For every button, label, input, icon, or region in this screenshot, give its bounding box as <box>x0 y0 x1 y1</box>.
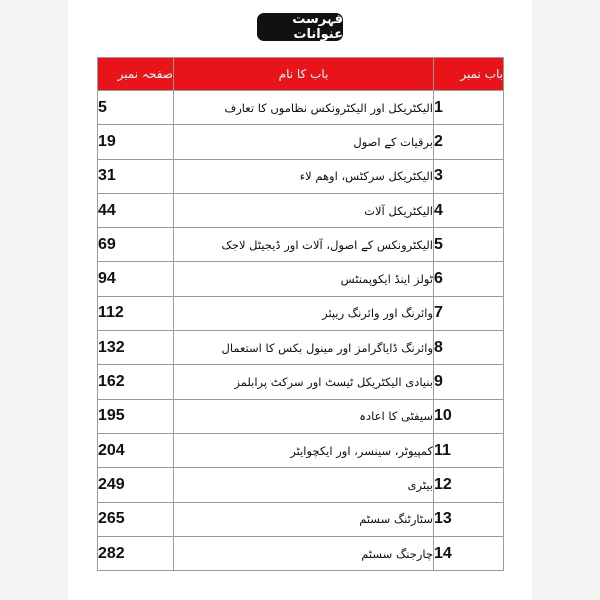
table-row <box>98 296 504 330</box>
chapter-number: 8 <box>434 331 504 365</box>
chapter-name: ٹولز اینڈ ایکوپمنٹس <box>174 262 434 296</box>
chapter-number: 4 <box>434 193 504 227</box>
table-row <box>98 365 504 399</box>
chapter-name: الیکٹریکل اور الیکٹرونکس نظاموں کا تعارف <box>174 91 434 125</box>
chapter-name: سٹارٹنگ سسٹم <box>174 502 434 536</box>
page-number: 112 <box>98 296 174 330</box>
table-row <box>98 399 504 433</box>
page-number: 94 <box>98 262 174 296</box>
chapter-name: سیفٹی کا اعادہ <box>174 399 434 433</box>
page-number: 132 <box>98 331 174 365</box>
table-row <box>98 193 504 227</box>
chapter-number: 12 <box>434 468 504 502</box>
chapter-number: 2 <box>434 125 504 159</box>
table-row <box>98 228 504 262</box>
page-number: 69 <box>98 228 174 262</box>
chapter-number: 9 <box>434 365 504 399</box>
page-number: 44 <box>98 193 174 227</box>
chapter-number: 10 <box>434 399 504 433</box>
chapter-number: 3 <box>434 159 504 193</box>
chapter-number: 13 <box>434 502 504 536</box>
chapter-name: چارجنگ سسٹم <box>174 536 434 570</box>
chapter-number: 14 <box>434 536 504 570</box>
table-row <box>98 502 504 536</box>
toc-title: فہرست عنوانات <box>257 13 343 41</box>
table-row <box>98 536 504 570</box>
chapter-number: 7 <box>434 296 504 330</box>
column-header-chapter: باب نمبر <box>434 58 504 91</box>
chapter-name: بنیادی الیکٹریکل ٹیسٹ اور سرکٹ پرابلمز <box>174 365 434 399</box>
header-row <box>98 58 504 91</box>
page-number: 31 <box>98 159 174 193</box>
column-header-page: صفحہ نمبر <box>98 58 174 91</box>
chapter-name: کمپیوٹر، سینسر، اور ایکچوایٹر <box>174 433 434 467</box>
chapter-number: 1 <box>434 91 504 125</box>
page-number: 265 <box>98 502 174 536</box>
chapter-number: 5 <box>434 228 504 262</box>
chapter-number: 11 <box>434 433 504 467</box>
chapter-name: بیٹری <box>174 468 434 502</box>
table-row <box>98 331 504 365</box>
table-row <box>98 125 504 159</box>
page-number: 282 <box>98 536 174 570</box>
table-row <box>98 262 504 296</box>
toc-body <box>98 91 504 571</box>
column-header-name: باب کا نام <box>174 58 434 91</box>
table-row <box>98 159 504 193</box>
page-number: 249 <box>98 468 174 502</box>
table-row <box>98 468 504 502</box>
page-number: 204 <box>98 433 174 467</box>
chapter-name: الیکٹرونکس کے اصول، آلات اور ڈیجیٹل لاجک <box>174 228 434 262</box>
chapter-name: الیکٹریکل آلات <box>174 193 434 227</box>
table-row <box>98 91 504 125</box>
table-row <box>98 433 504 467</box>
page-number: 195 <box>98 399 174 433</box>
chapter-name: برقیات کے اصول <box>174 125 434 159</box>
page-number: 162 <box>98 365 174 399</box>
toc-table <box>97 57 504 571</box>
chapter-name: الیکٹریکل سرکٹس، اوھم لاء <box>174 159 434 193</box>
page-number: 5 <box>98 91 174 125</box>
chapter-name: وائرنگ ڈایاگرامز اور مینول بکس کا استعمال <box>174 331 434 365</box>
chapter-name: وائرنگ اور وائرنگ ریپئر <box>174 296 434 330</box>
page-number: 19 <box>98 125 174 159</box>
chapter-number: 6 <box>434 262 504 296</box>
